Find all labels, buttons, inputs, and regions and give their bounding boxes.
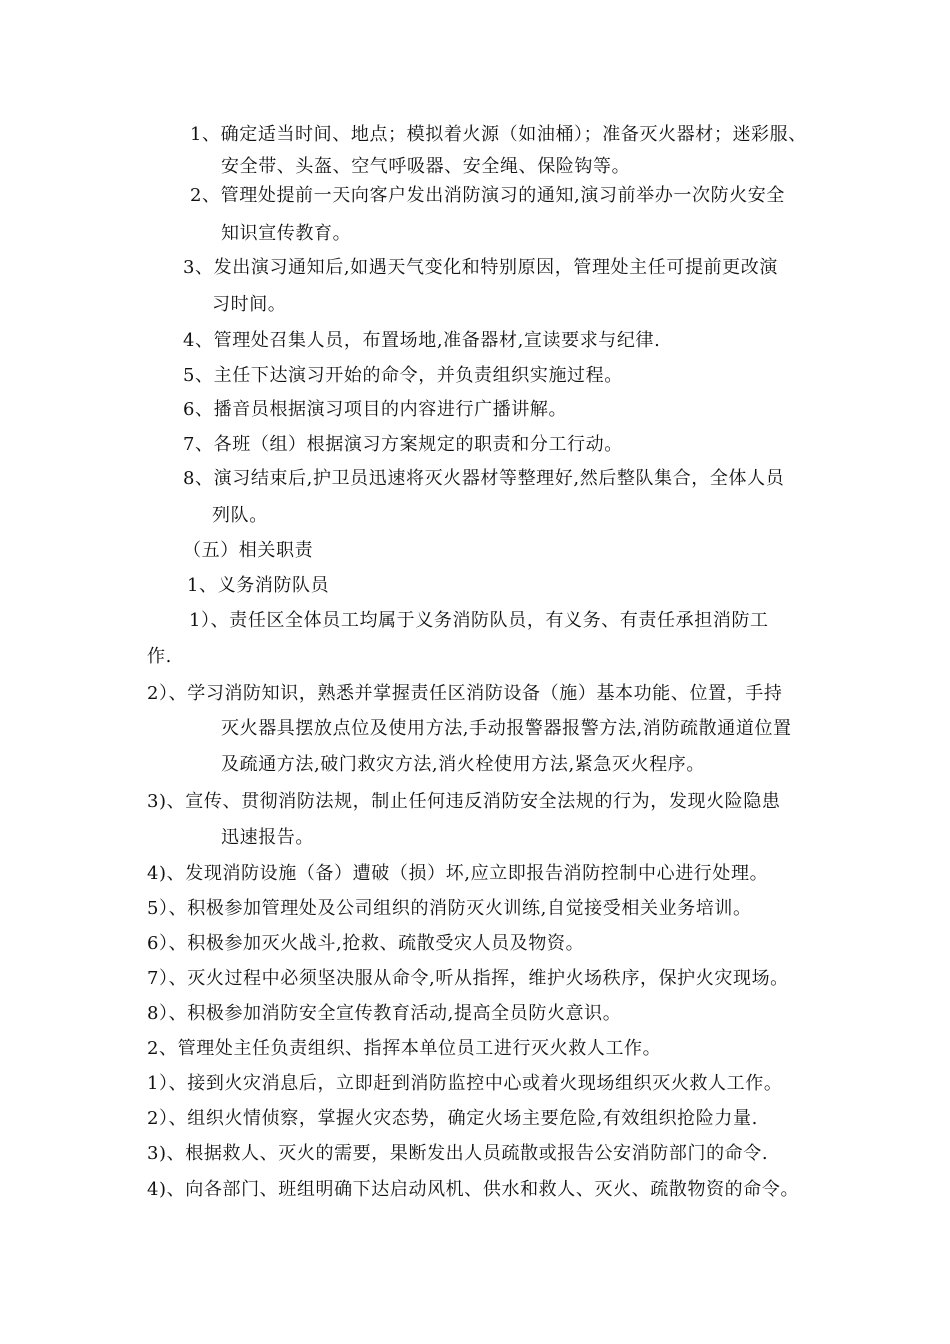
text-line: 作. (147, 646, 172, 667)
text-line: 迅速报告。 (221, 827, 314, 848)
text-line: 灭火器具摆放点位及使用方法,手动报警器报警方法,消防疏散通道位置 (221, 718, 792, 739)
text-line: 及疏通方法,破门救灾方法,消火栓使用方法,紧急灭火程序。 (221, 754, 705, 775)
text-line: 习时间。 (212, 294, 287, 315)
text-line: 6、播音员根据演习项目的内容进行广播讲解。 (183, 399, 568, 420)
text-line: 3、发出演习通知后,如遇天气变化和特别原因，管理处主任可提前更改演 (183, 257, 778, 278)
text-line: 2、管理处提前一天向客户发出消防演习的通知,演习前举办一次防火安全 (190, 185, 785, 206)
text-line: 1）、责任区全体员工均属于义务消防队员，有义务、有责任承担消防工 (189, 610, 769, 631)
text-line: 安全带、头盔、空气呼吸器、安全绳、保险钩等。 (221, 156, 631, 177)
subsection-heading: 1、义务消防队员 (187, 575, 330, 596)
text-line: 知识宣传教育。 (221, 223, 352, 244)
text-line: 7）、灭火过程中必须坚决服从命令,听从指挥，维护火场秩序，保护火灾现场。 (147, 968, 789, 989)
subsection-heading: 2、管理处主任负责组织、指挥本单位员工进行灭火救人工作。 (147, 1038, 662, 1059)
text-line: 8、演习结束后,护卫员迅速将灭火器材等整理好,然后整队集合，全体人员 (183, 468, 785, 489)
text-line: 8）、积极参加消防安全宣传教育活动,提高全员防火意识。 (147, 1003, 622, 1024)
text-line: 5）、积极参加管理处及公司组织的消防灭火训练,自觉接受相关业务培训。 (147, 898, 752, 919)
text-line: 2）、组织火情侦察，掌握火灾态势，确定火场主要危险,有效组织抢险力量. (147, 1108, 758, 1129)
text-line: 4)、发现消防设施（备）遭破（损）坏,应立即报告消防控制中心进行处理。 (147, 863, 769, 884)
text-line: 4)、向各部门、班组明确下达启动风机、供水和救人、灭火、疏散物资的命令。 (147, 1179, 800, 1200)
text-line: 3)、宣传、贯彻消防法规，制止任何违反消防安全法规的行为，发现火险隐患 (147, 791, 781, 812)
text-line: 1）、接到火灾消息后，立即赶到消防监控中心或着火现场组织灭火救人工作。 (147, 1073, 783, 1094)
section-heading: （五）相关职责 (183, 540, 314, 561)
text-line: 1、确定适当时间、地点；模拟着火源（如油桶）；准备灭火器材；迷彩服、 (190, 124, 807, 145)
text-line: 6）、积极参加灭火战斗,抢救、疏散受灾人员及物资。 (147, 933, 585, 954)
text-line: 4、管理处召集人员，布置场地,准备器材,宣读要求与纪律. (183, 330, 661, 351)
text-line: 5、主任下达演习开始的命令，并负责组织实施过程。 (183, 365, 623, 386)
text-line: 2）、学习消防知识，熟悉并掌握责任区消防设备（施）基本功能、位置，手持 (147, 683, 783, 704)
text-line: 3)、根据救人、灭火的需要，果断发出人员疏散或报告公安消防部门的命令. (147, 1143, 769, 1164)
text-line: 列队。 (212, 505, 268, 526)
text-line: 7、各班（组）根据演习方案规定的职责和分工行动。 (183, 434, 623, 455)
